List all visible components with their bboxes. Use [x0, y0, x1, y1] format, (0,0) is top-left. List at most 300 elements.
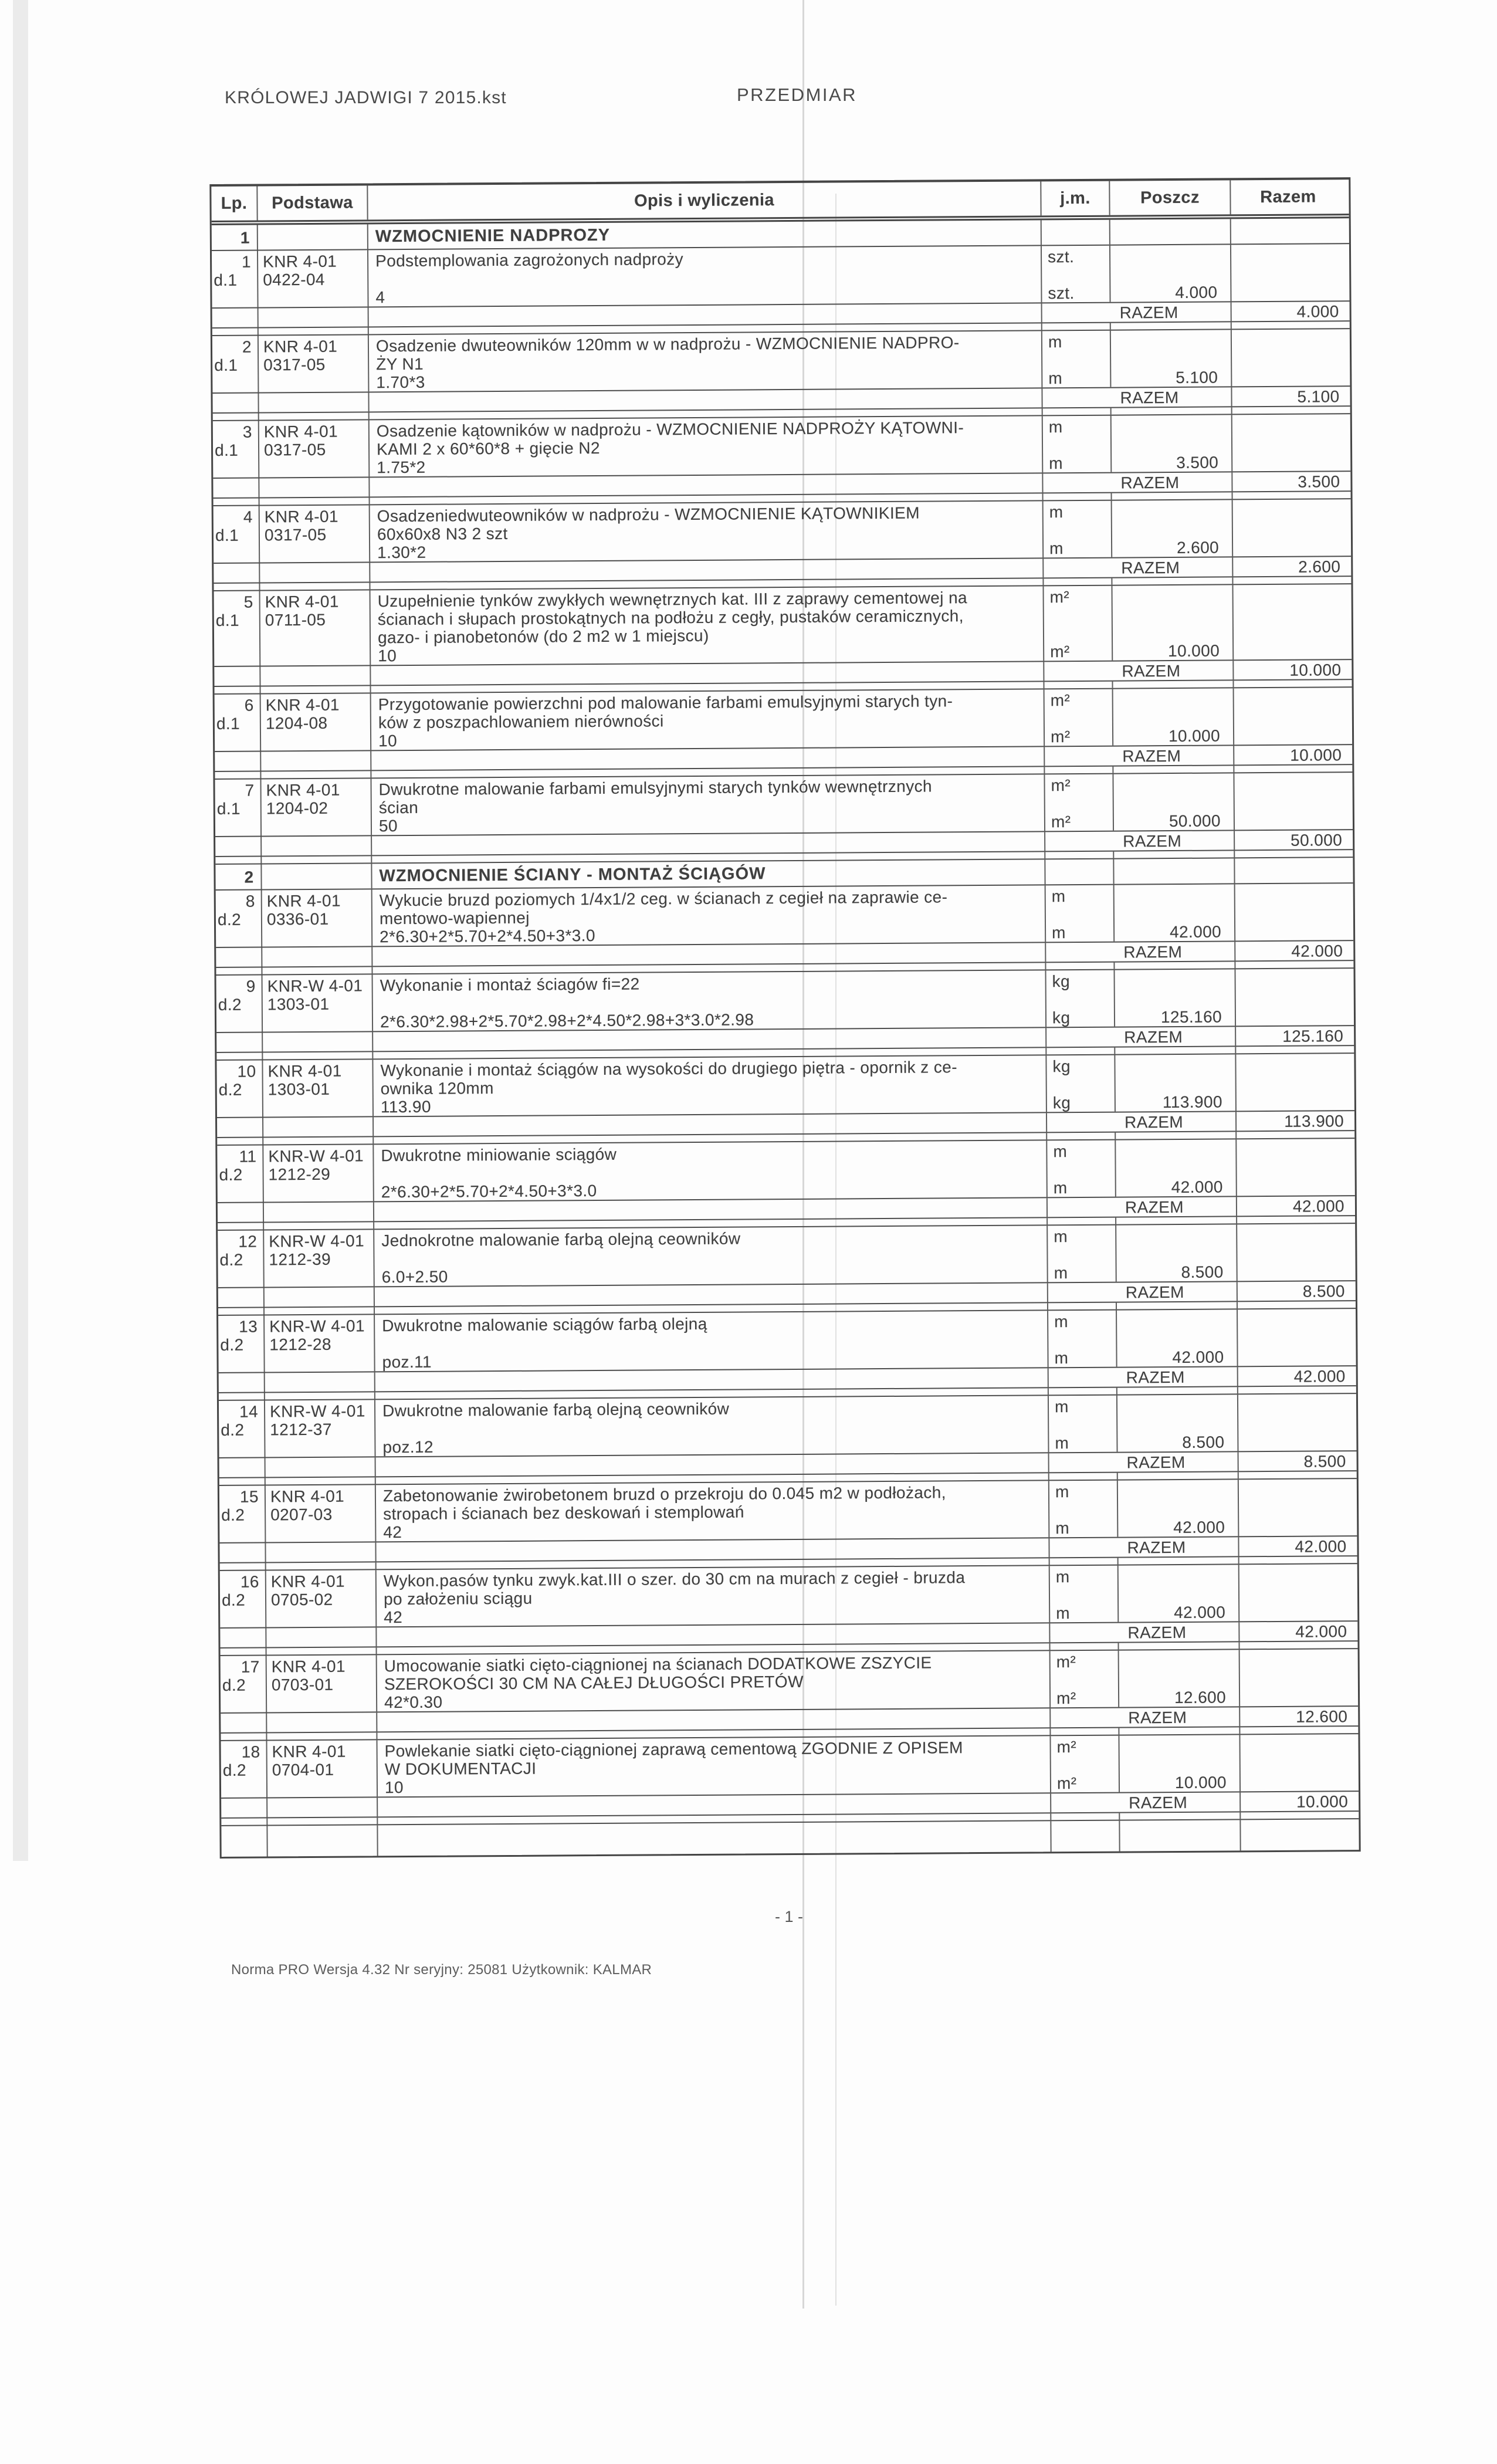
item-body-row	[212, 329, 1350, 392]
razem-total: 10.000	[1290, 745, 1342, 764]
unit-top: m	[1048, 418, 1063, 436]
partial-quantity: 2.600	[1176, 538, 1220, 557]
section-number: 1	[212, 225, 258, 250]
scan-edge-strip	[13, 0, 28, 1861]
item-calculation: 10	[384, 1778, 404, 1797]
lp-cell	[219, 1400, 266, 1457]
item-description: Jednokrotne malowanie farbą olejną ceowników	[381, 1229, 741, 1250]
razem-label: RAZEM	[1048, 1197, 1237, 1217]
basis-code-line2: 0317-05	[263, 440, 326, 459]
poszcz-cell	[1112, 500, 1234, 557]
basis-cell	[258, 250, 369, 307]
razem-total: 42.000	[1295, 1622, 1347, 1641]
lp-cell	[216, 891, 263, 947]
item-section-ref: d.2	[221, 1590, 246, 1609]
item-section-ref: d.1	[215, 611, 240, 629]
razem-total: 125.160	[1282, 1026, 1344, 1045]
item-block	[216, 884, 1354, 976]
section-podstawa-empty	[258, 224, 368, 249]
header-poszcz: Poszcz	[1110, 180, 1231, 215]
poszcz-cell	[1115, 884, 1236, 941]
razem-label: RAZEM	[1046, 1027, 1236, 1047]
razem-total: 50.000	[1291, 830, 1343, 849]
partial-quantity: 113.900	[1162, 1092, 1222, 1112]
item-calculation: 1.70*3	[376, 373, 425, 392]
basis-code-line2: 0317-05	[264, 525, 327, 544]
razem-empty-cell	[1238, 1394, 1353, 1451]
item-body-row	[215, 773, 1353, 836]
item-number: 12	[238, 1232, 258, 1251]
item-number: 18	[241, 1742, 260, 1761]
item-block	[214, 584, 1352, 695]
item-description: Osadzenie kątowników w nadprożu - WZMOCNIENIE NADPROŻY KĄTOWNI- KAMI 2 x 60*60*8 + gięcie N2	[376, 418, 964, 459]
unit-cell	[1044, 586, 1113, 661]
razem-empty-cell	[1234, 688, 1349, 744]
item-calculation: 50	[378, 817, 398, 835]
przedmiar-table	[209, 177, 1360, 1859]
unit-bottom: m	[1055, 1434, 1069, 1453]
item-block	[216, 969, 1354, 1061]
description-cell	[377, 1566, 1051, 1626]
item-section-ref: d.2	[220, 1335, 244, 1354]
item-body-row	[213, 414, 1351, 478]
item-description: Dwukrotne malowanie farbami emulsyjnymi starych tynków wewnętrznych ścian	[378, 777, 933, 817]
basis-cell	[261, 693, 372, 750]
item-section-ref: d.1	[215, 526, 239, 544]
unit-top: m	[1049, 503, 1064, 522]
basis-code-line1: KNR 4-01	[266, 891, 341, 911]
razem-total: 10.000	[1296, 1792, 1349, 1811]
description-cell	[373, 1055, 1047, 1116]
item-calculation: 10	[378, 732, 398, 750]
item-body-row	[216, 969, 1354, 1032]
basis-code-line2: 1303-01	[267, 1079, 330, 1099]
item-description: Dwukrotne malowanie farbą olejną ceowników	[382, 1399, 730, 1420]
item-block	[212, 329, 1350, 421]
unit-top: szt.	[1047, 248, 1075, 266]
poszcz-cell	[1115, 1054, 1237, 1111]
partial-quantity: 50.000	[1169, 811, 1221, 831]
item-description: Dwukrotne miniowanie sciągów	[381, 1145, 617, 1165]
razem-label: RAZEM	[1042, 302, 1232, 322]
unit-bottom: m	[1049, 454, 1064, 473]
item-section-ref: d.1	[214, 356, 238, 374]
basis-code-line1: KNR 4-01	[271, 1657, 346, 1676]
item-block	[216, 1054, 1354, 1146]
unit-cell	[1045, 774, 1114, 831]
description-cell	[375, 1311, 1049, 1371]
razem-empty-cell	[1236, 1054, 1351, 1111]
basis-code-line2: 1212-28	[269, 1335, 332, 1354]
basis-code-line1: KNR 4-01	[263, 422, 338, 441]
item-block	[221, 1649, 1359, 1741]
razem-label: RAZEM	[1043, 472, 1232, 492]
unit-top: m²	[1056, 1738, 1077, 1756]
poszcz-cell	[1112, 585, 1234, 660]
item-description: Osadzenie dwuteowników 120mm w w nadprożu - WZMOCNIENIE NADPRO- ŻY N1	[375, 333, 960, 374]
item-section-ref: d.2	[222, 1676, 246, 1694]
item-body-row	[221, 1649, 1359, 1712]
item-body-row	[220, 1564, 1358, 1627]
unit-top: m	[1055, 1483, 1069, 1501]
item-section-ref: d.2	[218, 995, 242, 1014]
unit-cell	[1048, 1311, 1117, 1368]
razem-label: RAZEM	[1044, 661, 1234, 681]
item-body-row	[218, 1224, 1356, 1287]
partial-quantity: 10.000	[1168, 641, 1220, 661]
item-section-ref: d.1	[216, 714, 241, 733]
razem-empty-cell	[1235, 884, 1350, 940]
lp-cell	[219, 1485, 266, 1542]
item-body-row	[218, 1309, 1356, 1372]
razem-empty-cell	[1240, 1734, 1355, 1791]
unit-bottom: m²	[1051, 813, 1071, 831]
razem-empty-cell	[1239, 1564, 1354, 1621]
item-section-ref: d.2	[221, 1505, 245, 1524]
item-description: Wykon.pasów tynku zwyk.kat.III o szer. do 30 cm na murach z cegieł - bruzda po założeniu sciągu	[383, 1568, 966, 1609]
basis-code-line1: KNR-W 4-01	[267, 976, 363, 996]
basis-code-line2: 0711-05	[265, 610, 326, 629]
page-number: - 1 -	[774, 1908, 803, 1925]
item-block	[221, 1734, 1359, 1826]
basis-cell	[267, 1655, 378, 1712]
basis-code-line1: KNR 4-01	[264, 507, 338, 526]
item-number: 16	[240, 1572, 259, 1591]
item-calculation: 2*6.30+2*5.70+2*4.50+3*3.0	[381, 1182, 597, 1201]
unit-bottom: szt.	[1048, 284, 1075, 303]
unit-bottom: m	[1056, 1604, 1071, 1623]
table-header-row	[211, 180, 1349, 225]
item-calculation: poz.12	[382, 1437, 434, 1457]
basis-code-line1: KNR 4-01	[262, 252, 337, 271]
basis-cell	[263, 1060, 374, 1116]
document-title: KRÓLOWEJ JADWIGI 7 2015.kst	[225, 88, 507, 107]
poszcz-cell	[1113, 773, 1235, 830]
section-podstawa-empty	[262, 864, 372, 889]
lp-cell	[216, 1060, 263, 1116]
razem-empty-cell	[1232, 414, 1347, 471]
description-cell	[368, 246, 1042, 306]
partial-quantity: 125.160	[1160, 1007, 1222, 1027]
razem-empty-cell	[1233, 499, 1348, 556]
razem-empty-cell	[1235, 969, 1350, 1025]
unit-bottom: m	[1055, 1519, 1070, 1538]
item-number: 1	[242, 252, 252, 271]
razem-label: RAZEM	[1047, 1112, 1237, 1132]
item-block	[214, 499, 1352, 591]
poszcz-cell	[1112, 415, 1233, 472]
item-body-row	[215, 688, 1353, 751]
item-section-ref: d.1	[214, 441, 239, 459]
basis-cell	[261, 779, 372, 835]
partial-quantity: 10.000	[1168, 726, 1221, 746]
basis-code-line2: 1212-37	[270, 1420, 332, 1439]
poszcz-cell	[1117, 1395, 1239, 1451]
partial-quantity: 42.000	[1169, 922, 1222, 942]
item-description: Podstemplowania zagrożonych nadproży	[375, 250, 684, 270]
item-calculation: 42	[383, 1523, 402, 1542]
unit-top: m²	[1050, 691, 1071, 710]
partial-quantity: 12.600	[1174, 1688, 1227, 1707]
unit-cell	[1049, 1481, 1119, 1538]
item-block	[215, 773, 1353, 865]
description-cell	[369, 331, 1043, 391]
lp-cell	[221, 1656, 267, 1712]
razem-total: 10.000	[1289, 660, 1342, 679]
basis-code-line1: KNR 4-01	[267, 1061, 342, 1081]
unit-top: kg	[1052, 972, 1071, 991]
razem-label: RAZEM	[1049, 1537, 1239, 1557]
basis-code-line1: KNR 4-01	[265, 695, 340, 715]
unit-bottom: m	[1048, 369, 1063, 388]
razem-label: RAZEM	[1046, 942, 1235, 962]
item-section-ref: d.1	[216, 799, 241, 818]
item-number: 11	[239, 1147, 257, 1166]
razem-label: RAZEM	[1048, 1282, 1238, 1302]
item-description: Osadzeniedwuteowników w nadprożu - WZMOCNIENIE KĄTOWNIKIEM 60x60x8 N3 2 szt	[377, 503, 920, 544]
razem-empty-cell	[1233, 584, 1348, 659]
razem-label: RAZEM	[1044, 557, 1233, 577]
header-razem: Razem	[1260, 187, 1316, 207]
lp-cell	[220, 1571, 267, 1627]
item-calculation: 42	[384, 1608, 403, 1627]
item-section-ref: d.2	[221, 1420, 245, 1439]
item-block	[219, 1394, 1357, 1486]
unit-top: m²	[1051, 776, 1071, 795]
item-calculation: 42*0.30	[384, 1693, 443, 1712]
item-number: 15	[239, 1487, 259, 1506]
item-description: Uzupełnienie tynków zwykłych wewnętrznych kat. III z zaprawy cementowej na ścianach i słupach prostokątnych na podłożu z cegły, pustaków ceramicznych, gazo- i pianobetonów (do 2 m2 w 1 miejscu)	[377, 588, 968, 647]
basis-cell	[260, 590, 371, 665]
unit-bottom: m²	[1050, 642, 1070, 661]
partial-quantity: 4.000	[1175, 283, 1218, 302]
basis-code-line2: 1303-01	[267, 994, 330, 1014]
poszcz-cell	[1115, 969, 1236, 1026]
unit-top: m	[1048, 333, 1062, 351]
razem-empty-cell	[1231, 244, 1346, 301]
unit-top: m	[1054, 1397, 1069, 1416]
partial-quantity: 10.000	[1174, 1773, 1227, 1792]
item-body-row	[214, 499, 1352, 563]
basis-cell	[265, 1400, 376, 1457]
poszcz-cell	[1119, 1650, 1241, 1707]
item-block	[215, 688, 1353, 780]
item-calculation: 4	[375, 288, 385, 307]
description-cell	[375, 1396, 1049, 1456]
basis-code-line2: 0207-03	[270, 1505, 333, 1524]
item-section-ref: d.2	[219, 1250, 243, 1269]
item-section-ref: d.2	[218, 1080, 242, 1099]
description-cell	[377, 1651, 1051, 1711]
unit-bottom: m	[1053, 1179, 1068, 1197]
item-number: 3	[242, 422, 252, 441]
razem-empty-cell	[1240, 1649, 1355, 1706]
basis-cell	[259, 335, 370, 392]
lp-cell	[213, 421, 260, 478]
basis-code-line1: KNR 4-01	[272, 1742, 346, 1761]
partial-quantity: 42.000	[1173, 1518, 1225, 1537]
poszcz-cell	[1116, 1139, 1237, 1196]
item-calculation: 113.90	[380, 1097, 431, 1116]
basis-code-line2: 0317-05	[263, 355, 326, 374]
razem-label: RAZEM	[1049, 1452, 1239, 1472]
item-number: 13	[239, 1317, 258, 1336]
description-cell	[370, 501, 1044, 561]
unit-bottom: m	[1054, 1349, 1069, 1368]
lp-cell	[212, 251, 259, 307]
unit-cell	[1048, 1226, 1117, 1282]
razem-total: 2.600	[1298, 557, 1341, 576]
item-description: Wykonanie i montaż ściagów fi=22	[380, 974, 640, 995]
table-rows	[212, 218, 1359, 1826]
poszcz-cell	[1119, 1565, 1240, 1622]
razem-total: 12.600	[1296, 1707, 1348, 1726]
description-cell	[377, 1736, 1051, 1796]
description-cell	[372, 885, 1046, 946]
basis-code-line2: 0422-04	[263, 270, 325, 289]
basis-code-line1: KNR 4-01	[270, 1572, 346, 1591]
razem-total: 5.100	[1297, 387, 1340, 406]
item-calculation: 10	[378, 647, 397, 665]
item-number: 5	[243, 593, 253, 611]
app-footer: Norma PRO Wersja 4.32 Nr seryjny: 25081 Użytkownik: KALMAR	[231, 1962, 652, 1978]
unit-top: m²	[1049, 588, 1070, 607]
razem-total: 3.500	[1298, 472, 1340, 491]
partial-quantity: 42.000	[1171, 1177, 1223, 1197]
unit-cell	[1045, 689, 1114, 746]
item-description: Wykonanie i montaż ściągów na wysokości do drugiego piętra - opornik z ce- ownika 120mm	[380, 1058, 957, 1098]
item-description: Dwukrotne malowanie sciągów farbą olejną	[382, 1314, 707, 1335]
item-description: Umocowanie siatki cięto-ciągnionej na ścianach DODATKOWE ZSZYCIE SZEROKOŚCI 30 CM NA CAŁEJ DŁUGOŚCI PRETÓW	[384, 1653, 932, 1694]
item-number: 7	[245, 781, 255, 800]
unit-bottom: kg	[1052, 1008, 1071, 1027]
partial-quantity: 3.500	[1176, 453, 1219, 472]
unit-top: m²	[1056, 1653, 1076, 1671]
basis-cell	[266, 1570, 377, 1627]
partial-quantity: 42.000	[1172, 1348, 1224, 1367]
lp-cell	[218, 1230, 265, 1287]
basis-code-line2: 0704-01	[272, 1760, 334, 1779]
razem-total: 42.000	[1291, 941, 1343, 960]
description-cell	[370, 416, 1044, 476]
basis-code-line2: 1204-08	[265, 713, 328, 733]
unit-bottom: m	[1054, 1264, 1068, 1282]
unit-bottom: m²	[1056, 1689, 1076, 1708]
basis-cell	[267, 1740, 378, 1797]
razem-total: 113.900	[1284, 1111, 1344, 1131]
unit-bottom: m	[1049, 539, 1064, 558]
item-body-row	[221, 1734, 1359, 1798]
item-number: 6	[244, 696, 254, 715]
razem-total: 42.000	[1295, 1536, 1347, 1556]
item-calculation: 6.0+2.50	[381, 1267, 448, 1287]
lp-cell	[217, 1145, 264, 1201]
poszcz-cell	[1117, 1309, 1238, 1366]
unit-cell	[1044, 501, 1113, 558]
item-description: Wykucie bruzd poziomych 1/4x1/2 ceg. w ścianach z cegieł na zaprawie ce- mentowo-wapiennej	[379, 888, 948, 928]
basis-code-line1: KNR 4-01	[265, 592, 339, 611]
razem-total: 4.000	[1296, 302, 1339, 321]
basis-code-line2: 0336-01	[266, 909, 329, 929]
header-lp: Lp.	[211, 187, 258, 221]
basis-code-line2: 0703-01	[271, 1675, 334, 1694]
poszcz-cell	[1118, 1480, 1239, 1536]
item-calculation: 2*6.30+2*5.70+2*4.50+3*3.0	[380, 926, 595, 946]
partial-quantity: 8.500	[1181, 1263, 1224, 1281]
lp-cell	[215, 695, 262, 751]
item-body-row	[212, 244, 1350, 307]
item-block	[217, 1139, 1355, 1231]
basis-code-line1: KNR-W 4-01	[268, 1146, 364, 1166]
unit-top: kg	[1052, 1057, 1071, 1076]
unit-cell	[1046, 1055, 1116, 1112]
unit-cell	[1043, 416, 1112, 473]
poszcz-cell	[1111, 330, 1232, 387]
item-number: 8	[245, 892, 255, 911]
header-podstawa: Podstawa	[258, 185, 368, 220]
item-description: Przygotowanie powierzchni pod malowanie farbami emulsyjnymi starych tyn- ków z poszpachlowaniem nierówności	[378, 692, 953, 732]
item-body-row	[219, 1394, 1357, 1457]
unit-bottom: m	[1052, 923, 1066, 942]
description-cell	[373, 970, 1047, 1031]
poszcz-cell	[1113, 688, 1235, 745]
unit-cell	[1051, 1736, 1120, 1793]
partial-quantity: 8.500	[1182, 1433, 1225, 1451]
lp-cell	[215, 780, 262, 836]
document-type-label: PRZEDMIAR	[737, 84, 858, 105]
basis-cell	[260, 505, 371, 562]
poszcz-cell	[1116, 1224, 1238, 1281]
lp-cell	[216, 976, 263, 1032]
basis-cell	[264, 1230, 375, 1287]
item-section-ref: d.2	[217, 910, 242, 929]
description-cell	[376, 1481, 1050, 1541]
basis-code-line2: 1212-39	[269, 1250, 331, 1269]
basis-code-line2: 1212-29	[268, 1165, 331, 1184]
razem-total: 8.500	[1302, 1281, 1345, 1301]
header-opis: Opis i wyliczenia	[368, 181, 1041, 219]
basis-cell	[265, 1315, 375, 1372]
razem-total: 8.500	[1303, 1451, 1346, 1471]
item-section-ref: d.1	[214, 270, 238, 289]
item-block	[213, 414, 1351, 506]
basis-code-line2: 1204-02	[266, 798, 328, 818]
basis-cell	[259, 420, 370, 477]
razem-label: RAZEM	[1045, 746, 1234, 766]
section-title: WZMOCNIENIE ŚCIANY - MONTAŻ ŚCIĄGÓW	[372, 859, 1045, 888]
description-cell	[371, 774, 1045, 835]
basis-cell	[263, 1145, 374, 1201]
basis-code-line1: KNR-W 4-01	[269, 1231, 365, 1251]
item-number: 4	[243, 507, 253, 526]
table-closing-row	[221, 1819, 1359, 1857]
basis-code-line1: KNR 4-01	[263, 337, 338, 356]
razem-empty-cell	[1232, 329, 1347, 386]
unit-bottom: m²	[1056, 1774, 1077, 1793]
basis-code-line1: KNR 4-01	[270, 1487, 345, 1506]
unit-bottom: m²	[1050, 727, 1071, 746]
unit-cell	[1050, 1566, 1119, 1623]
basis-cell	[262, 889, 373, 946]
item-calculation: 1.30*2	[377, 543, 426, 562]
description-cell	[374, 1226, 1048, 1286]
item-calculation: 1.75*2	[377, 458, 426, 477]
basis-code-line1: KNR-W 4-01	[269, 1316, 365, 1336]
item-calculation: 2*6.30*2.98+2*5.70*2.98+2*4.50*2.98+3*3.0*2.98	[380, 1010, 754, 1031]
item-number: 10	[237, 1062, 256, 1081]
razem-total: 42.000	[1293, 1366, 1346, 1386]
poszcz-cell	[1110, 245, 1232, 302]
